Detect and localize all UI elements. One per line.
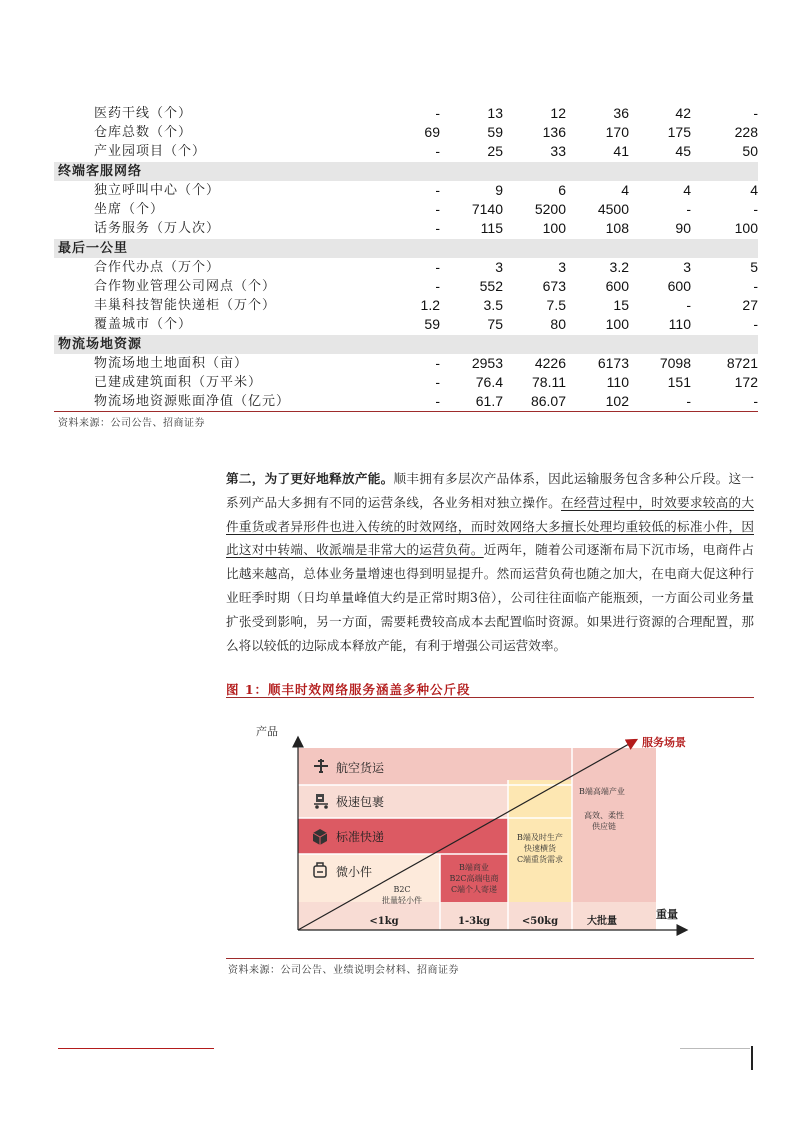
table-cell: 3.2 (609, 259, 629, 275)
seg-jit-3: C端重货需求 (516, 855, 564, 864)
table-cell: 8721 (726, 355, 758, 371)
table-cell: - (382, 392, 440, 412)
body-paragraph (226, 467, 754, 657)
y-axis-label: 产品 (256, 725, 278, 738)
table-cell: 61.7 (440, 392, 503, 412)
table-cell: - (753, 278, 758, 294)
table-cell: - (435, 182, 440, 198)
table-cell: 69 (424, 124, 440, 140)
table-cell: 42 (675, 105, 691, 121)
weight-lt1kg: <1kg (369, 916, 399, 927)
figure-diagram (226, 700, 754, 955)
table-cell: 100 (734, 220, 758, 236)
table-cell: 228 (734, 124, 758, 140)
table-row (54, 296, 758, 315)
table-cell: 27 (742, 297, 758, 313)
paragraph-text-1: 顺丰拥有多层次产品体系，因此运输服务包含多种公斤段。这一系列产品大多拥有不同的运营条线，各业务相对独立操作。 (226, 471, 755, 510)
table-row (54, 354, 758, 373)
product-standard: 标准快递 (336, 830, 385, 844)
x-axis-label: 重量 (656, 908, 678, 921)
table-cell: 13 (487, 105, 503, 121)
weight-1-3kg: 1-3kg (458, 916, 490, 927)
row-label: 坐席（个） (94, 202, 165, 217)
figure-title-rule (226, 697, 754, 698)
table-row (54, 181, 758, 200)
table-source: 资料来源：公司公告、招商证券 (58, 418, 205, 429)
table-cell: 5 (750, 259, 758, 275)
figure-source: 资料来源：公司公告、业绩说明会材料、招商证券 (228, 965, 459, 976)
table-cell: 50 (742, 143, 758, 159)
section-label: 物流场地资源 (54, 335, 758, 355)
table-cell: - (435, 201, 440, 217)
table-cell: 90 (675, 220, 691, 236)
paragraph-text-2: 近两年，随着公司逐渐布局下沉市场，电商件占比越来越高，总体业务量增速也得到明显提升。然而运营负荷也随之加大，在电商大促这种行业旺季时期（日均单量峰值大约是正常时期3倍），公司往往面临产能瓶颈，一方面公司业务量扩张受到影响，另一方面，需要耗费较高成本去配置临时资源。如果进行资源的合理配置，那么将以较低的边际成本释放产能，有利于增强公司运营效率。 (226, 542, 755, 653)
row-label: 产业园项目（个） (94, 144, 207, 159)
table-cell: 41 (613, 143, 629, 159)
table-row (54, 123, 758, 142)
table-cell: 136 (542, 124, 566, 140)
table-cell: 3 (558, 259, 566, 275)
table-cell: 12 (550, 105, 566, 121)
table-cell: - (435, 259, 440, 275)
footer-rule-right (680, 1048, 750, 1049)
table-cell: 6 (558, 182, 566, 198)
seg-b2c-2: 批量轻小件 (382, 896, 422, 905)
table-cell: 3 (495, 259, 503, 275)
table-cell: 175 (667, 124, 691, 140)
table-cell: 170 (605, 124, 629, 140)
table-cell: - (753, 201, 758, 217)
table-section-row (54, 162, 758, 182)
seg-jit-2: 快速横货 (524, 844, 556, 853)
table-cell: 4 (683, 182, 691, 198)
table-cell: 110 (606, 374, 629, 390)
table-section-row (54, 335, 758, 355)
seg-high-1: B端高端产业 (579, 787, 625, 796)
row-label: 丰巢科技智能快递柜（万个） (94, 298, 277, 313)
row-label: 合作物业管理公司网点（个） (94, 279, 277, 294)
table-cell: 3 (683, 259, 691, 275)
table-cell: 80 (550, 316, 566, 332)
table-cell: 4226 (534, 355, 566, 371)
figure-bottom-rule (226, 958, 754, 959)
row-label: 物流场地资源账面净值（亿元） (54, 392, 382, 412)
seg-jit-1: B端及时生产 (517, 833, 563, 842)
table-cell: - (753, 316, 758, 332)
table-cell: - (435, 220, 440, 236)
table-row (54, 104, 758, 123)
table-cell: 15 (613, 297, 629, 313)
table-cell: - (691, 392, 758, 412)
paragraph-underlined: 在经营过程中，时效要求较高的大件重货或者异形件也进入传统的时效网络，而时效网络大多擅长处理均重较低的标准小件，因此这对中转端、收派端是非常大的运营负荷。 (226, 494, 755, 558)
table-cell: 4 (621, 182, 629, 198)
table-cell: - (435, 355, 440, 371)
table-cell: 86.07 (503, 392, 566, 412)
seg-high-2: 高效、柔性 (584, 811, 624, 820)
table-cell: 102 (566, 392, 629, 412)
band-standard (298, 818, 508, 854)
table-cell: 4500 (597, 201, 629, 217)
row-label: 合作代办点（万个） (94, 260, 221, 275)
table-cell: 75 (487, 316, 503, 332)
table-section-row (54, 239, 758, 259)
table-cell: 108 (605, 220, 629, 236)
row-label: 已建成建筑面积（万平米） (94, 375, 263, 390)
weight-lt50kg: <50kg (521, 916, 559, 927)
table-cell: 59 (424, 316, 440, 332)
seg-b2b-2: B2C高端电商 (449, 874, 499, 883)
seg-b2c-1: B2C (393, 885, 411, 894)
table-cell: 5200 (534, 201, 566, 217)
table-row (54, 219, 758, 239)
table-cell: 673 (542, 278, 566, 294)
section-label: 最后一公里 (54, 239, 758, 259)
table-cell: 1.2 (420, 297, 440, 313)
seg-b2b-1: B端商业 (459, 863, 489, 872)
table-cell: - (686, 297, 691, 313)
table-cell: 115 (480, 220, 503, 236)
table-cell: - (686, 201, 691, 217)
table-row (54, 277, 758, 296)
table-cell: 7098 (659, 355, 691, 371)
table-cell: 59 (487, 124, 503, 140)
table-cell: 25 (487, 143, 503, 159)
table-cell: 100 (605, 316, 629, 332)
table-cell: 36 (613, 105, 629, 121)
table-cell: 45 (675, 143, 691, 159)
table-cell: - (435, 278, 440, 294)
table-cell: - (435, 105, 440, 121)
paragraph-lead: 第二，为了更好地释放产能。 (226, 471, 394, 486)
table-cell: 2953 (471, 355, 503, 371)
table-cell: 600 (667, 278, 691, 294)
table-cell: 552 (479, 278, 503, 294)
table-cell: 151 (667, 374, 691, 390)
product-air: 航空货运 (336, 761, 385, 775)
table-cell: 172 (734, 374, 758, 390)
table-cell: 600 (605, 278, 629, 294)
footer-page-bar (751, 1046, 753, 1070)
table-row (54, 142, 758, 162)
table-row (54, 315, 758, 335)
table-cell: 110 (668, 316, 691, 332)
table-cell: - (629, 392, 691, 412)
table-cell: - (753, 105, 758, 121)
table-cell: 7140 (471, 201, 503, 217)
row-label: 仓库总数（个） (94, 125, 193, 140)
table-cell: 76.4 (475, 374, 503, 390)
row-label: 覆盖城市（个） (94, 317, 193, 332)
table-cell: - (435, 374, 440, 390)
table-cell: 3.5 (483, 297, 503, 313)
table-row (54, 258, 758, 277)
row-label: 独立呼叫中心（个） (94, 183, 221, 198)
table-row (54, 392, 758, 412)
table-cell: - (435, 143, 440, 159)
weight-bulk: 大批量 (587, 916, 617, 927)
table-cell: 78.11 (532, 374, 566, 390)
product-micro: 微小件 (336, 865, 373, 879)
seg-b2b-3: C端个人寄递 (450, 885, 498, 894)
footer-rule-left (58, 1048, 214, 1049)
service-arrow-label: 服务场景 (642, 736, 686, 749)
table-cell: 9 (495, 182, 503, 198)
table-cell: 33 (550, 143, 566, 159)
row-label: 物流场地土地面积（亩） (94, 356, 249, 371)
table-cell: 6173 (597, 355, 629, 371)
table-cell: 4 (750, 182, 758, 198)
table-row (54, 200, 758, 219)
section-label: 终端客服网络 (54, 162, 758, 182)
table-cell: 7.5 (546, 297, 566, 313)
row-label: 医药干线（个） (94, 106, 193, 121)
row-label: 话务服务（万人次） (94, 221, 221, 236)
product-express: 极速包裹 (336, 795, 385, 809)
figure-title: 图 1：顺丰时效网络服务涵盖多种公斤段 (226, 682, 471, 697)
table-cell: 100 (542, 220, 566, 236)
data-table (54, 104, 758, 412)
seg-high-3: 供应链 (592, 822, 616, 831)
table-row (54, 373, 758, 392)
